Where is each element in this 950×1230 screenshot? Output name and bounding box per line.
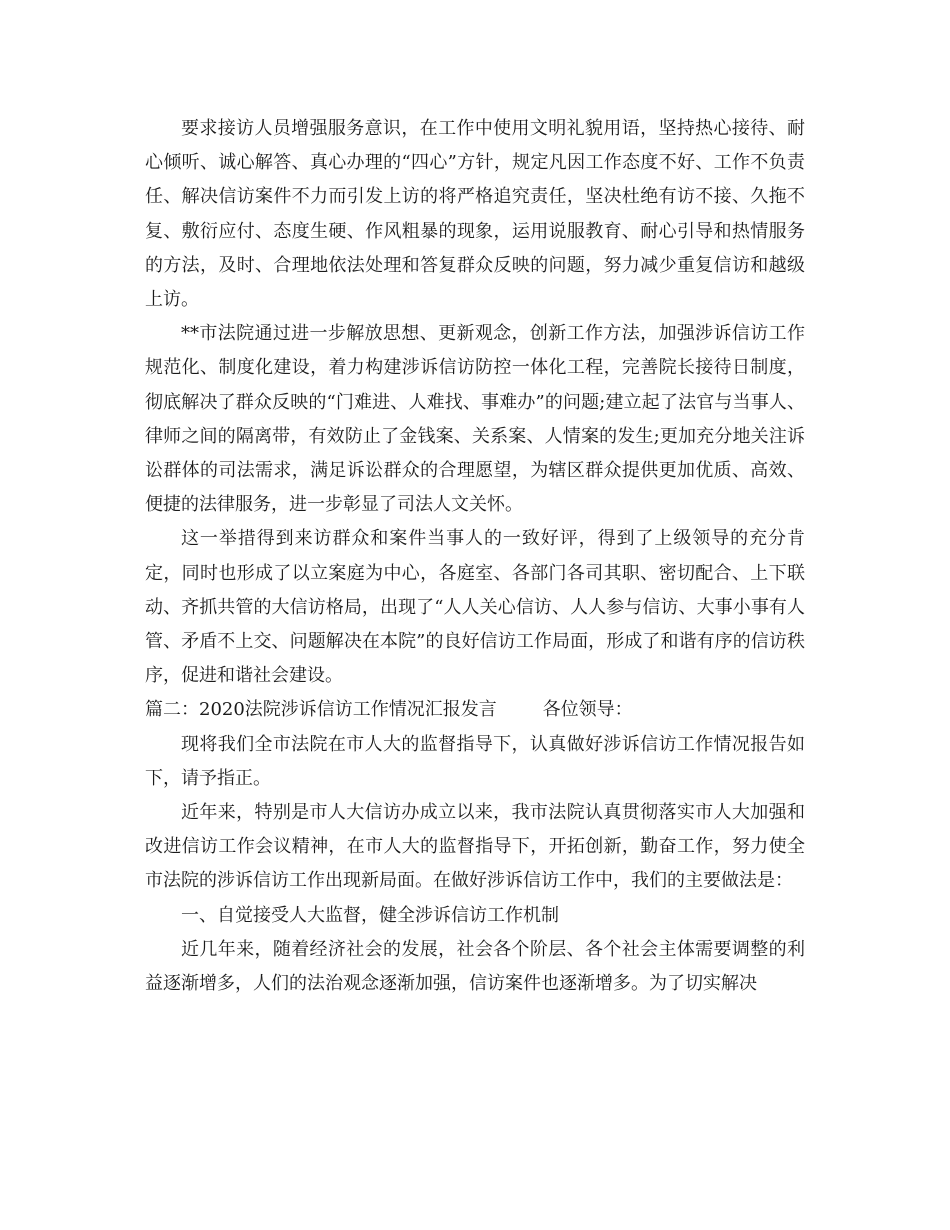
paragraph-4: 现将我们全市法院在市人大的监督指导下，认真做好涉诉信访工作情况报告如下，请予指正。 <box>145 733 805 789</box>
section-heading: 篇二：2020法院涉诉信访工作情况汇报发言 各位领导： <box>145 699 633 721</box>
paragraph-3: 这一举措得到来访群众和案件当事人的一致好评，得到了上级领导的充分肯定，同时也形成了以立案庭为中心，各庭室、各部门各司其职、密切配合、上下联动、齐抓共管的大信访格局，出现了“人人关心信访、人人参与信访、大事小事有人管、矛盾不上交、问题解决在本院”的良好信访工作局面，形成了和谐有序的信访秩序，促进和谐社会建设。 <box>145 528 805 687</box>
paragraph-5: 近年来，特别是市人大信访办成立以来，我市法院认真贯彻落实市人大加强和改进信访工作会议精神，在市人大的监督指导下，开拓创新，勤奋工作，努力使全市法院的涉诉信访工作出现新局面。在做好涉诉信访工作中，我们的主要做法是： <box>145 802 805 892</box>
paragraph-6: 近几年来，随着经济社会的发展，社会各个阶层、各个社会主体需要调整的利益逐渐增多，人们的法治观念逐渐加强，信访案件也逐渐增多。为了切实解决 <box>145 938 805 995</box>
paragraph-2: **市法院通过进一步解放思想、更新观念，创新工作方法，加强涉诉信访工作规范化、制度化建设，着力构建涉诉信访防控一体化工程，完善院长接待日制度，彻底解决了群众反映的“门难进、人难找、事难办”的问题;建立起了法官与当事人、律师之间的隔离带，有效防止了金钱案、关系案、人情案的发生;更加充分地关注诉讼群体的司法需求，满足诉讼群众的合理愿望，为辖区群众提供更加优质、高效、便捷的法律服务，进一步彰显了司法人文关怀。 <box>145 323 805 516</box>
document-body <box>145 112 805 1001</box>
paragraph-1: 要求接访人员增强服务意识，在工作中使用文明礼貌用语，坚持热心接待、耐心倾听、诚心解答、真心办理的“四心”方针，规定凡因工作态度不好、工作不负责任、解决信访案件不力而引发上访的将严格追究责任，坚决杜绝有访不接、久拖不复、敷衍应付、态度生硬、作风粗暴的现象，运用说服教育、耐心引导和热情服务的方法，及时、合理地依法处理和答复群众反映的问题，努力减少重复信访和越级上访。 <box>145 118 805 311</box>
subsection-heading: 一、自觉接受人大监督，健全涉诉信访工作机制 <box>181 904 559 926</box>
